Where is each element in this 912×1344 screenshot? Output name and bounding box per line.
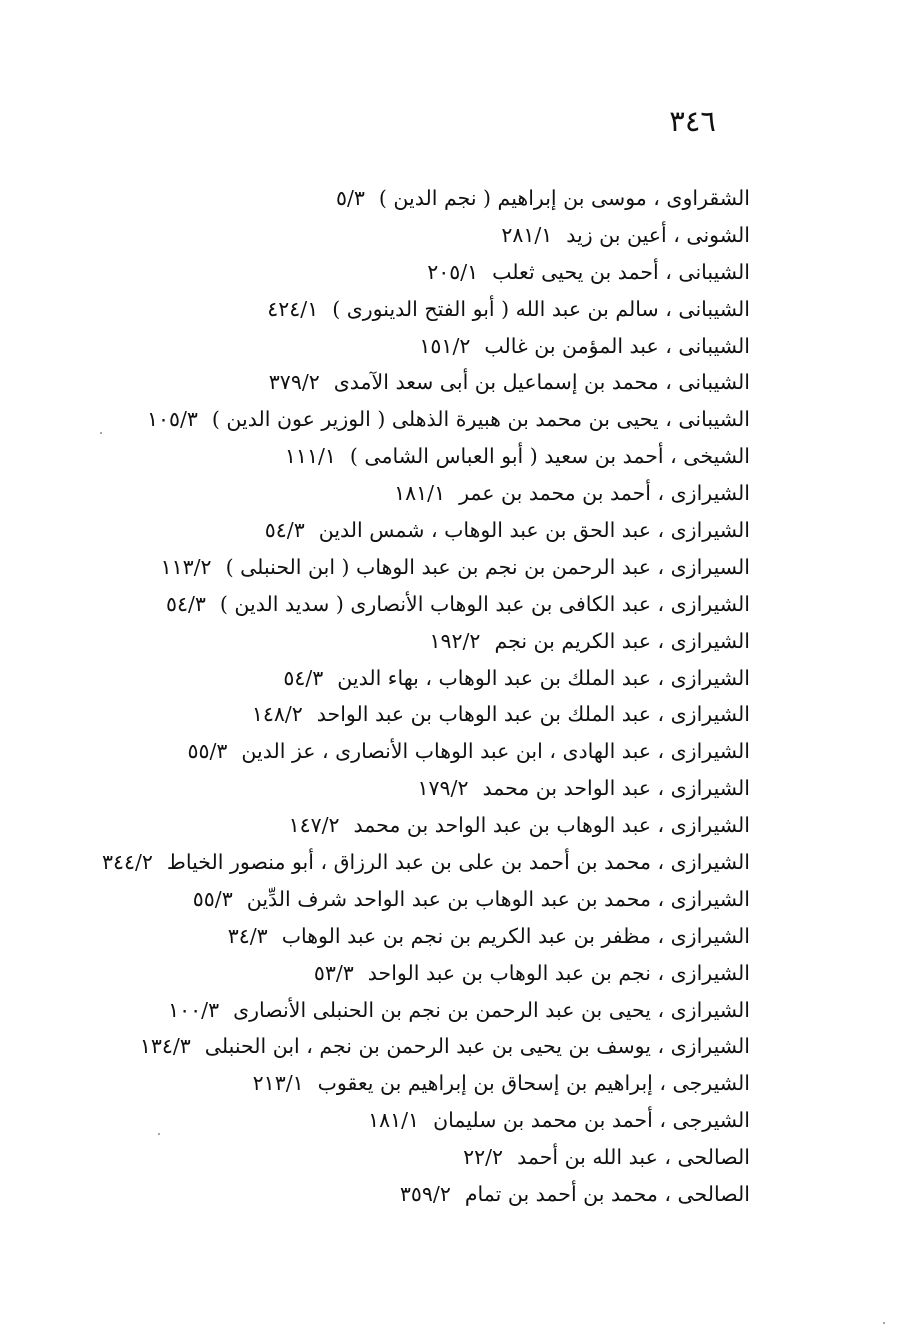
index-entry (30, 1065, 750, 1102)
entry-name: الشيرازى ، محمد بن عبد الوهاب بن عبد الواحد شرف الدِّين (246, 886, 750, 911)
index-entry (30, 955, 750, 992)
entry-reference: ٣٤٤/٢ (101, 850, 153, 875)
entry-name: الشيرازى ، يوسف بن يحيى بن عبد الرحمن بن نجم ، ابن الحنبلى (204, 1034, 750, 1059)
entry-reference: ١٨١/١ (368, 1108, 420, 1133)
entry-reference: ٥٤/٣ (283, 665, 324, 690)
entry-name: الشيبانى ، أحمد بن يحيى ثعلب (492, 259, 750, 284)
index-entry (30, 733, 750, 770)
index-entry (30, 770, 750, 807)
entry-reference: ١٣٤/٣ (139, 1034, 191, 1059)
entry-name: الصالحى ، محمد بن أحمد بن تمام (464, 1182, 750, 1207)
entry-reference: ١٤٨/٢ (251, 702, 303, 727)
scan-speck (883, 1322, 885, 1324)
entry-reference: ١٠٠/٣ (168, 997, 220, 1022)
entry-reference: ١٠٥/٣ (146, 407, 198, 432)
entry-reference: ٥٤/٣ (165, 591, 206, 616)
entry-reference: ٥٤/٣ (264, 518, 305, 543)
entry-reference: ١٩٢/٢ (429, 628, 481, 653)
entry-name: الشقراوى ، موسى بن إبراهيم ( نجم الدين ) (378, 186, 750, 210)
index-entry (30, 254, 750, 291)
entry-name: الشيرازى ، أحمد بن محمد بن عمر (459, 481, 750, 506)
index-entry (30, 438, 750, 475)
entry-name: الشونى ، أعين بن زيد (566, 222, 750, 247)
entry-reference: ٥٣/٣ (313, 960, 354, 985)
entry-name: الصالحى ، عبد الله بن أحمد (517, 1145, 750, 1170)
entry-reference: ٣٤/٣ (227, 923, 268, 948)
entry-reference: ٣٥٩/٢ (399, 1182, 451, 1207)
entry-name: الشيبانى ، محمد بن إسماعيل بن أبى سعد الآمدى (333, 370, 750, 395)
entry-name: الشيبانى ، سالم بن عبد الله ( أبو الفتح الدينورى ) (332, 296, 750, 321)
index-entry (30, 217, 750, 254)
index-entry (30, 807, 750, 844)
index-entry (30, 364, 750, 401)
entry-name: الشيرازى ، يحيى بن عبد الرحمن بن نجم بن الحنبلى الأنصارى (233, 997, 750, 1022)
index-entry (30, 549, 750, 586)
index-entry (30, 623, 750, 660)
index-entry (30, 844, 750, 881)
entry-name: الشيرازى ، عبد الهادى ، ابن عبد الوهاب الأنصارى ، عز الدين (241, 739, 750, 764)
entry-name: الشيرازى ، عبد الكافى بن عبد الوهاب الأنصارى ( سديد الدين ) (219, 591, 750, 616)
entry-name: الشيبانى ، يحيى بن محمد بن هبيرة الذهلى ( الوزير عون الدين ) (211, 407, 750, 432)
index-entry (30, 328, 750, 365)
entry-name: الشيرازى ، عبد الملك بن عبد الوهاب بن عبد الواحد (316, 702, 750, 727)
entry-name: الشيرجى ، إبراهيم بن إسحاق بن إبراهيم بن يعقوب (317, 1071, 750, 1096)
entry-reference: ٤٢٤/١ (267, 296, 319, 321)
entry-name: الشيرازى ، مظفر بن عبد الكريم بن نجم بن عبد الوهاب (281, 923, 750, 948)
index-entry (30, 1176, 750, 1213)
index-entry (30, 1139, 750, 1176)
entry-name: السيرازى ، عبد الرحمن بن نجم بن عبد الوهاب ( ابن الحنبلى ) (225, 554, 750, 579)
entry-reference: ١١١/١ (284, 444, 336, 469)
index-entry (30, 1028, 750, 1065)
index-entry (30, 475, 750, 512)
entry-reference: ٢٢/٢ (463, 1145, 504, 1170)
entry-name: الشيرجى ، أحمد بن محمد بن سليمان (433, 1108, 750, 1133)
entry-reference: ٢٠٥/١ (427, 259, 479, 284)
entry-reference: ١٥١/٢ (419, 333, 471, 358)
index-entry (30, 586, 750, 623)
scan-speck (158, 1133, 160, 1135)
entry-reference: ٥٥/٣ (192, 886, 233, 911)
index-entry (30, 180, 750, 217)
entry-name: الشيرازى ، نجم بن عبد الوهاب بن عبد الواحد (367, 960, 750, 985)
index-entry (30, 1102, 750, 1139)
entry-reference: ١٧٩/٢ (417, 776, 469, 801)
index-entry (30, 881, 750, 918)
index-entry (30, 696, 750, 733)
entry-reference: ١٨١/١ (394, 481, 446, 506)
entry-name: الشيبانى ، عبد المؤمن بن غالب (484, 333, 750, 358)
page-number: ٣٤٦ (669, 104, 716, 138)
entry-reference: ٢٨١/١ (501, 222, 553, 247)
entry-name: الشيرازى ، عبد الحق بن عبد الوهاب ، شمس الدين (318, 518, 750, 543)
entry-reference: ٣٧٩/٢ (268, 370, 320, 395)
entry-reference: ٥٥/٣ (187, 739, 228, 764)
index-entry (30, 512, 750, 549)
entry-reference: ١١٣/٢ (160, 554, 212, 579)
entry-reference: ٢١٣/١ (252, 1071, 304, 1096)
index-entry (30, 660, 750, 697)
entry-name: الشيخى ، أحمد بن سعيد ( أبو العباس الشامى ) (349, 444, 750, 469)
entry-name: الشيرازى ، عبد الكريم بن نجم (494, 628, 750, 653)
index-entry (30, 992, 750, 1029)
entry-reference: ٥/٣ (335, 186, 365, 210)
entry-name: الشيرازى ، عبد الواحد بن محمد (482, 776, 750, 801)
entry-reference: ١٤٧/٢ (288, 813, 340, 838)
index-entry (30, 918, 750, 955)
index-entries-list (30, 180, 750, 1213)
entry-name: الشيرازى ، عبد الملك بن عبد الوهاب ، بهاء الدين (337, 665, 750, 690)
entry-name: الشيرازى ، محمد بن أحمد بن على بن عبد الرزاق ، أبو منصور الخياط (166, 850, 750, 875)
index-entry (30, 401, 750, 438)
index-entry (30, 291, 750, 328)
entry-name: الشيرازى ، عبد الوهاب بن عبد الواحد بن محمد (353, 813, 750, 838)
scan-speck (100, 432, 102, 434)
